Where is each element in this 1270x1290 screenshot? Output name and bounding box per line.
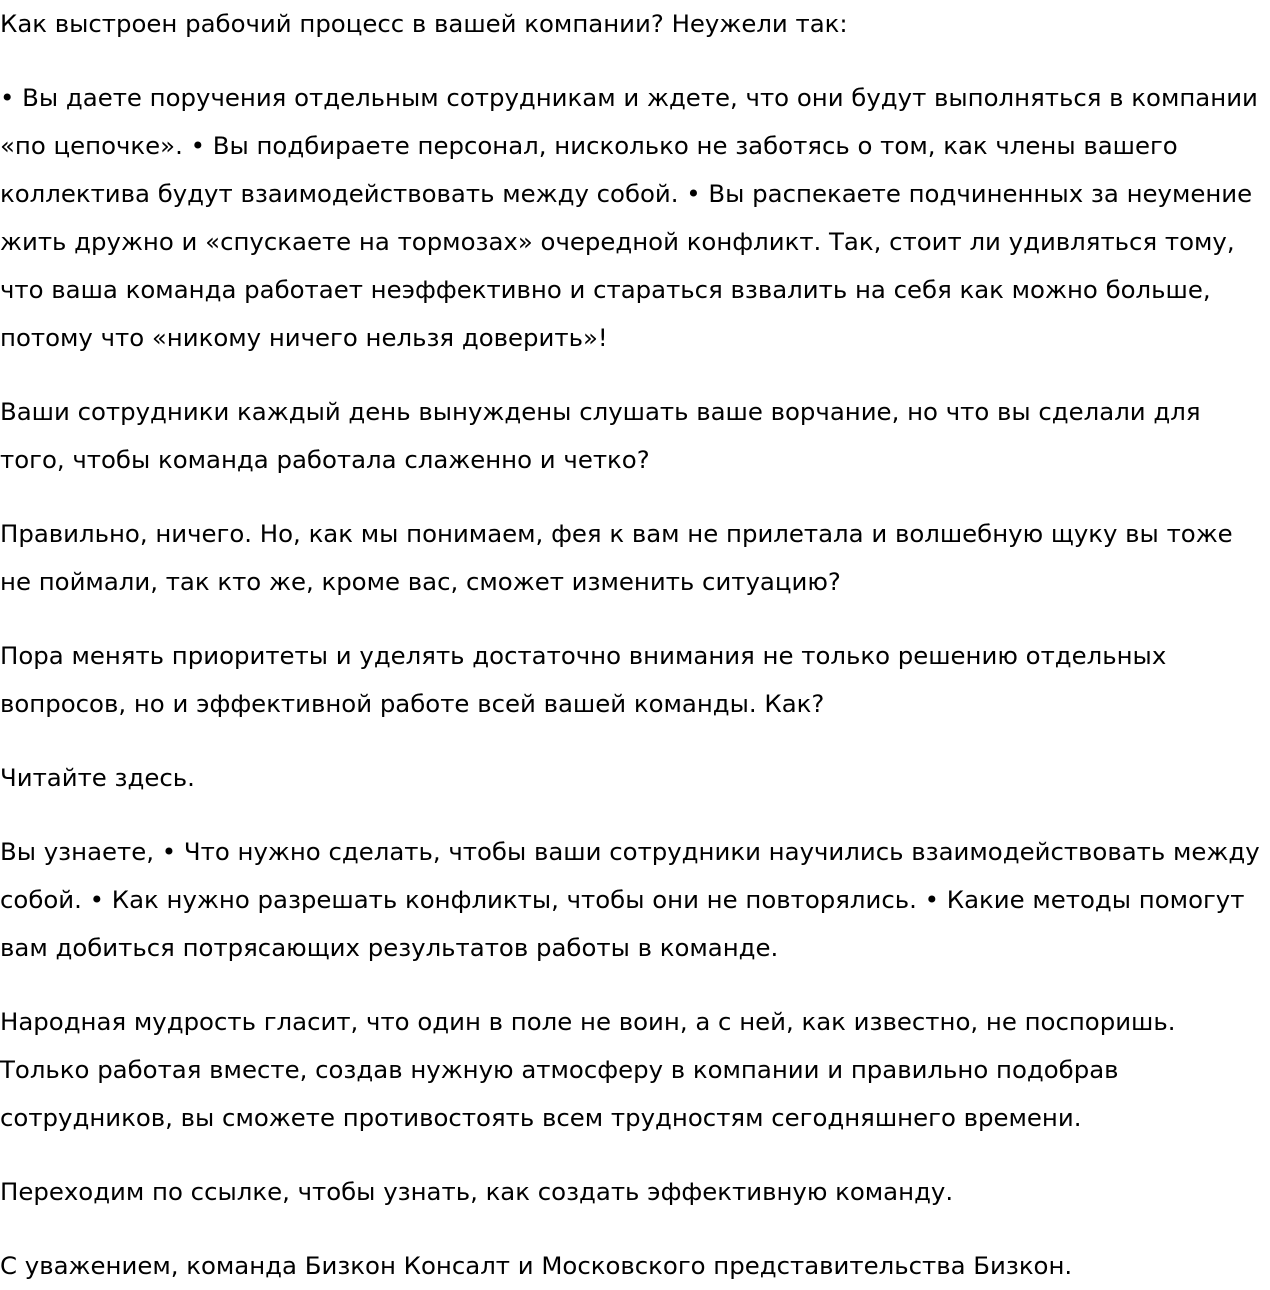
follow-link-paragraph: Переходим по ссылке, чтобы узнать, как создать эффективную команду. xyxy=(0,1177,954,1206)
employees-paragraph: Ваши сотрудники каждый день вынуждены слушать ваше ворчание, но что вы сделали для того, чтобы команда работала слаженно и четко? xyxy=(0,397,1201,474)
signature-paragraph: С уважением, команда Бизкон Консалт и Московского представительства Бизкон. xyxy=(0,1251,1073,1280)
problems-paragraph: • Вы даете поручения отдельным сотрудникам и ждете, что они будут выполняться в компании «по цепочке». • Вы подбираете персонал, нисколько не заботясь о том, как члены вашего коллектива будут взаимодействовать между собой. • Вы распекаете подчиненных за неумение жить дружно и «спускаете на тормозах» очередной конфликт. Так, стоит ли удивляться тому, что ваша команда работает неэффективно и стараться взвалить на себя как можно больше, потому что «никому ничего нельзя доверить»! xyxy=(0,83,1258,352)
wisdom-paragraph: Народная мудрость гласит, что один в поле не воин, а с ней, как известно, не поспоришь. Только работая вместе, создав нужную атмосферу в компании и правильно подобрав сотрудников, вы сможете противостоять всем трудностям сегодняшнего времени. xyxy=(0,1007,1176,1132)
you-will-learn-paragraph: Вы узнаете, • Что нужно сделать, чтобы ваши сотрудники научились взаимодействовать между собой. • Как нужно разрешать конфликты, чтобы они не повторялись. • Какие методы помогут вам добиться потрясающих результатов работы в команде. xyxy=(0,837,1260,962)
nothing-done-paragraph: Правильно, ничего. Но, как мы понимаем, фея к вам не прилетала и волшебную щуку вы тоже не поймали, так кто же, кроме вас, сможет изменить ситуацию? xyxy=(0,519,1233,596)
intro-paragraph: Как выстроен рабочий процесс в вашей компании? Неужели так: xyxy=(0,9,848,38)
priorities-paragraph: Пора менять приоритеты и уделять достаточно внимания не только решению отдельных вопросов, но и эффективной работе всей вашей команды. Как? xyxy=(0,641,1167,718)
read-here-paragraph: Читайте здесь. xyxy=(0,763,195,792)
